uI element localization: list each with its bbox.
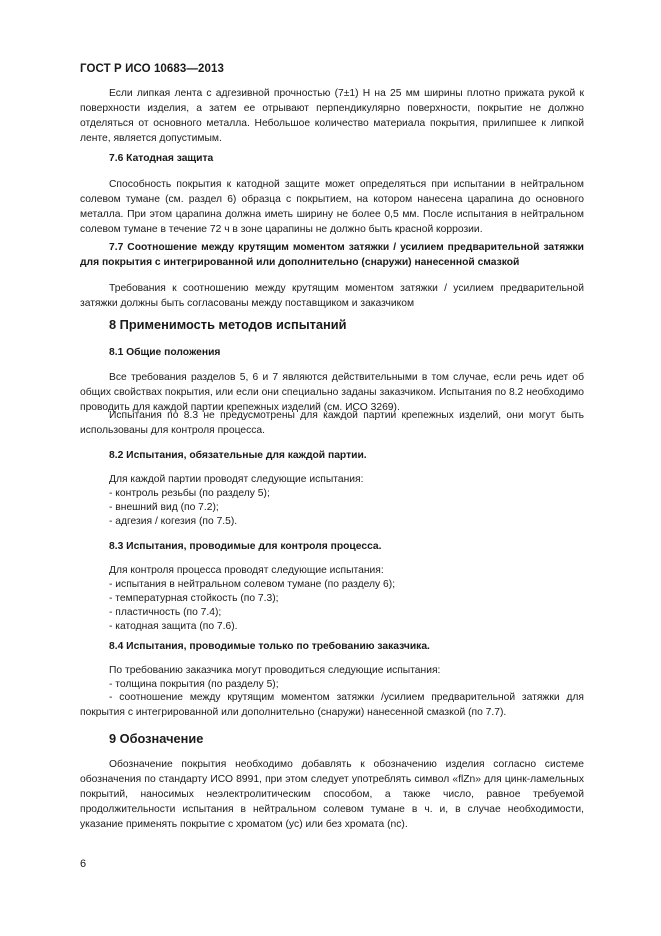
list-lead: Для контроля процесса проводят следующие испытания: bbox=[109, 565, 384, 576]
section-8-2-title: 8.2 Испытания, обязательные для каждой партии. bbox=[109, 450, 367, 461]
list-item: - контроль резьбы (по разделу 5); bbox=[109, 488, 270, 499]
section-8-4-title: 8.4 Испытания, проводимые только по требованию заказчика. bbox=[109, 641, 430, 652]
section-8-4-list bbox=[109, 664, 440, 692]
section-9-text: Обозначение покрытия необходимо добавлять к обозначению изделия согласно системе обозначения по стандарту ИСО 8991, при этом следует употреблять символ «flZn» для цинк-ламельных покрытий, наносимых неэлектролитическим способом, а также число, равное требуемой продолжительности испытания в нейтральном солевом тумане в ч. и, в случае необходимости, указание применять покрытие с хроматом (yc) или без хромата (nc). bbox=[80, 759, 584, 830]
document-header: ГОСТ Р ИСО 10683—2013 bbox=[80, 63, 225, 75]
section-7-6-title: 7.6 Катодная защита bbox=[109, 153, 214, 164]
section-8-1-text2: Испытания по 8.3 не предусмотрены для каждой партии крепежных изделий, они могут быть использованы для контроля процесса. bbox=[80, 410, 584, 436]
intro-paragraph: Если липкая лента с адгезивной прочностью (7±1) Н на 25 мм ширины плотно прижата рукой к поверхности изделия, а затем ее отрывают перпендикулярно поверхности, покрытие не должно отделяться от основного металла. Небольшое количество материала покрытия, прилипшее к липкой ленте, является допустимым. bbox=[80, 88, 584, 144]
list-item: - внешний вид (по 7.2); bbox=[109, 502, 219, 513]
section-7-7-text: Требования к соотношению между крутящим моментом затяжки / усилием предварительной затяжки должны быть согласованы между поставщиком и заказчиком bbox=[80, 283, 584, 309]
section-7-6-text: Способность покрытия к катодной защите может определяться при испытании в нейтральном солевом тумане (см. раздел 6) образца с покрытием, на котором нанесена царапина до основного металла. При этом царапина должна иметь ширину не более 0,5 мм. После испытания в нейтральном солевом тумане в течение 72 ч в зоне царапины не должно быть красной коррозии. bbox=[80, 179, 584, 235]
list-item: - испытания в нейтральном солевом тумане (по разделу 6); bbox=[109, 579, 396, 590]
list-item: - адгезия / когезия (по 7.5). bbox=[109, 516, 238, 527]
list-item: - толщина покрытия (по разделу 5); bbox=[109, 679, 279, 690]
section-8-4-item2: - соотношение между крутящим моментом затяжки /усилием предварительной затяжки для покрытия с интегрированной или дополнительно (снаружи) нанесенной смазкой (по 7.7). bbox=[80, 692, 584, 718]
page-number: 6 bbox=[80, 858, 87, 870]
list-item: - пластичность (по 7.4); bbox=[109, 607, 222, 618]
section-8-3-list bbox=[109, 564, 395, 634]
list-item: - температурная стойкость (по 7.3); bbox=[109, 593, 279, 604]
section-8-1-text1: Все требования разделов 5, 6 и 7 являются действительными в том случае, если речь идет об общих свойствах покрытия, или если они специально заданы заказчиком. Испытания по 8.2 необходимо проводить для каждой партии крепежных изделий (см. ИСО 3269). bbox=[80, 372, 584, 413]
section-8-2-list bbox=[109, 473, 363, 529]
list-item: - катодная защита (по 7.6). bbox=[109, 621, 238, 632]
section-9-title: 9 Обозначение bbox=[109, 731, 204, 746]
list-lead: Для каждой партии проводят следующие испытания: bbox=[109, 474, 364, 485]
section-8-3-title: 8.3 Испытания, проводимые для контроля процесса. bbox=[109, 541, 382, 552]
section-8-1-title: 8.1 Общие положения bbox=[109, 347, 221, 358]
section-7-7-title: 7.7 Соотношение между крутящим моментом затяжки / усилием предварительной затяжки для покрытия с интегрированной или дополнительно (снаружи) нанесенной смазкой bbox=[80, 242, 584, 268]
list-lead: По требованию заказчика могут проводиться следующие испытания: bbox=[109, 665, 441, 676]
section-8-title: 8 Применимость методов испытаний bbox=[109, 317, 347, 332]
